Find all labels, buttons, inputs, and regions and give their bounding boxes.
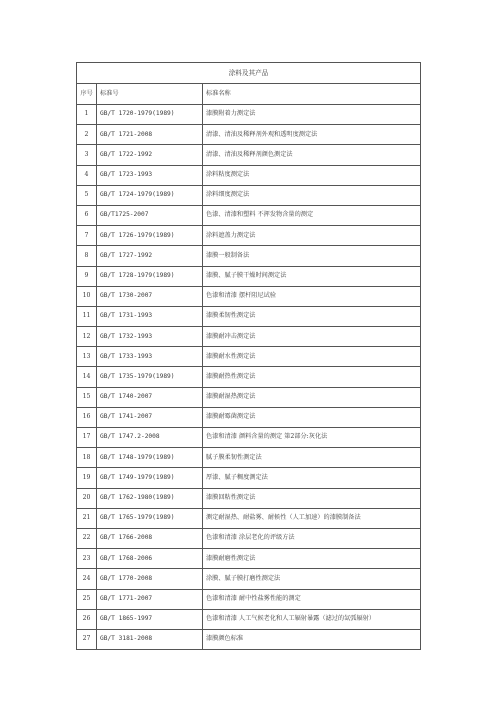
row-standard-name: 腻子膜柔韧性测定法: [203, 448, 421, 468]
table-row: [77, 488, 421, 508]
table-row: [77, 347, 421, 367]
row-standard-name: 漆膜柔韧性测定法: [203, 306, 421, 326]
row-standard-code: GB/T 1721-2008: [97, 125, 203, 145]
row-standard-code: GB/T 3181-2008: [97, 629, 203, 649]
row-serial-no: 15: [77, 387, 97, 407]
table-row: [77, 105, 421, 125]
row-standard-code: GB/T 1748-1979(1989): [97, 448, 203, 468]
row-standard-name: 涂料遮盖力测定法: [203, 226, 421, 246]
row-serial-no: 3: [77, 145, 97, 165]
table-row: [77, 367, 421, 387]
table-header-row: [77, 84, 421, 105]
row-serial-no: 11: [77, 306, 97, 326]
row-standard-name: 色漆和清漆 耐中性盐雾性能的测定: [203, 589, 421, 609]
row-standard-name: 漆膜耐热性测定法: [203, 367, 421, 387]
row-serial-no: 17: [77, 428, 97, 448]
row-serial-no: 26: [77, 609, 97, 629]
row-standard-code: GB/T 1766-2008: [97, 528, 203, 548]
row-standard-name: 漆膜耐湿热测定法: [203, 387, 421, 407]
table-row: [77, 306, 421, 326]
row-standard-name: 色漆和清漆 涂层老化的评级方法: [203, 528, 421, 548]
row-standard-name: 涂料细度测定法: [203, 185, 421, 205]
row-serial-no: 21: [77, 508, 97, 528]
row-standard-code: GB/T 1741-2007: [97, 407, 203, 427]
row-standard-code: GB/T 1727-1992: [97, 246, 203, 266]
row-standard-code: GB/T 1770-2008: [97, 569, 203, 589]
table-title-row: [77, 63, 421, 84]
row-serial-no: 23: [77, 549, 97, 569]
table-row: [77, 387, 421, 407]
row-standard-code: GB/T 1735-1979(1989): [97, 367, 203, 387]
row-standard-name: 色漆和清漆 人工气候老化和人工辐射暴露（滤过的氙弧辐射）: [203, 609, 421, 629]
table-row: [77, 589, 421, 609]
table-row: [77, 629, 421, 649]
row-standard-name: 漆膜颜色标准: [203, 629, 421, 649]
row-serial-no: 7: [77, 226, 97, 246]
row-serial-no: 9: [77, 266, 97, 286]
table-row: [77, 205, 421, 225]
table-row: [77, 246, 421, 266]
row-standard-name: 漆膜回粘性测定法: [203, 488, 421, 508]
row-standard-name: 色漆和清漆 颜料含量的测定 第2部分:灰化法: [203, 428, 421, 448]
row-standard-code: GB/T 1722-1992: [97, 145, 203, 165]
row-serial-no: 19: [77, 468, 97, 488]
row-standard-name: 漆膜耐磨性测定法: [203, 549, 421, 569]
header-serial-no: 序号: [77, 84, 97, 105]
table-row: [77, 125, 421, 145]
row-standard-name: 色漆和清漆 摆杆阻尼试验: [203, 286, 421, 306]
row-standard-code: GB/T 1747.2-2008: [97, 428, 203, 448]
table-row: [77, 508, 421, 528]
row-standard-name: 漆膜耐霉菌测定法: [203, 407, 421, 427]
row-standard-code: GB/T 1768-2006: [97, 549, 203, 569]
row-standard-code: GB/T 1740-2007: [97, 387, 203, 407]
row-serial-no: 4: [77, 165, 97, 185]
row-standard-code: GB/T 1749-1979(1989): [97, 468, 203, 488]
row-standard-name: 色漆、清漆和塑料 不挥发物含量的测定: [203, 205, 421, 225]
row-serial-no: 8: [77, 246, 97, 266]
row-serial-no: 13: [77, 347, 97, 367]
row-serial-no: 10: [77, 286, 97, 306]
header-standard-name: 标准名称: [203, 84, 421, 105]
row-serial-no: 5: [77, 185, 97, 205]
table-row: [77, 569, 421, 589]
row-standard-code: GB/T 1732-1993: [97, 327, 203, 347]
row-standard-name: 漆膜耐水性测定法: [203, 347, 421, 367]
table-row: [77, 266, 421, 286]
table-row: [77, 609, 421, 629]
row-serial-no: 18: [77, 448, 97, 468]
table-row: [77, 528, 421, 548]
row-standard-name: 测定耐湿热、耐盐雾、耐候性（人工加速）的漆膜制备法: [203, 508, 421, 528]
table-row: [77, 165, 421, 185]
row-standard-name: 清漆、清油及稀释剂颜色测定法: [203, 145, 421, 165]
row-standard-code: GB/T 1771-2007: [97, 589, 203, 609]
row-serial-no: 16: [77, 407, 97, 427]
row-serial-no: 27: [77, 629, 97, 649]
header-standard-code: 标准号: [97, 84, 203, 105]
row-serial-no: 14: [77, 367, 97, 387]
row-standard-name: 涂膜、腻子膜打磨性测定法: [203, 569, 421, 589]
row-standard-code: GB/T 1733-1993: [97, 347, 203, 367]
table-row: [77, 327, 421, 347]
row-standard-name: 涂料粘度测定法: [203, 165, 421, 185]
row-standard-name: 清漆、清油及稀释剂外观和透明度测定法: [203, 125, 421, 145]
row-standard-name: 漆膜附着力测定法: [203, 105, 421, 125]
row-serial-no: 12: [77, 327, 97, 347]
table-row: [77, 549, 421, 569]
table-row: [77, 428, 421, 448]
table-row: [77, 226, 421, 246]
row-serial-no: 22: [77, 528, 97, 548]
row-standard-code: GB/T 1730-2007: [97, 286, 203, 306]
table-row: [77, 145, 421, 165]
row-standard-code: GB/T 1728-1979(1989): [97, 266, 203, 286]
table-row: [77, 286, 421, 306]
row-standard-name: 漆膜、腻子膜干燥时间测定法: [203, 266, 421, 286]
table-row: [77, 468, 421, 488]
row-standard-name: 厚漆、腻子稠度测定法: [203, 468, 421, 488]
row-serial-no: 24: [77, 569, 97, 589]
row-standard-code: GB/T 1865-1997: [97, 609, 203, 629]
table-row: [77, 407, 421, 427]
row-standard-name: 漆膜一般制备法: [203, 246, 421, 266]
row-serial-no: 6: [77, 205, 97, 225]
row-standard-code: GB/T 1724-1979(1989): [97, 185, 203, 205]
row-standard-code: GB/T 1723-1993: [97, 165, 203, 185]
row-standard-name: 漆膜耐冲击测定法: [203, 327, 421, 347]
row-serial-no: 20: [77, 488, 97, 508]
row-serial-no: 1: [77, 105, 97, 125]
table-row: [77, 448, 421, 468]
standards-table-body: [77, 63, 421, 650]
row-standard-code: GB/T1725-2007: [97, 205, 203, 225]
row-standard-code: GB/T 1731-1993: [97, 306, 203, 326]
table-row: [77, 185, 421, 205]
row-standard-code: GB/T 1765-1979(1989): [97, 508, 203, 528]
table-title: 涂料及其产品: [77, 63, 421, 84]
row-serial-no: 2: [77, 125, 97, 145]
row-standard-code: GB/T 1726-1979(1989): [97, 226, 203, 246]
standards-table: [76, 62, 421, 650]
row-standard-code: GB/T 1762-1980(1989): [97, 488, 203, 508]
row-standard-code: GB/T 1720-1979(1989): [97, 105, 203, 125]
row-serial-no: 25: [77, 589, 97, 609]
